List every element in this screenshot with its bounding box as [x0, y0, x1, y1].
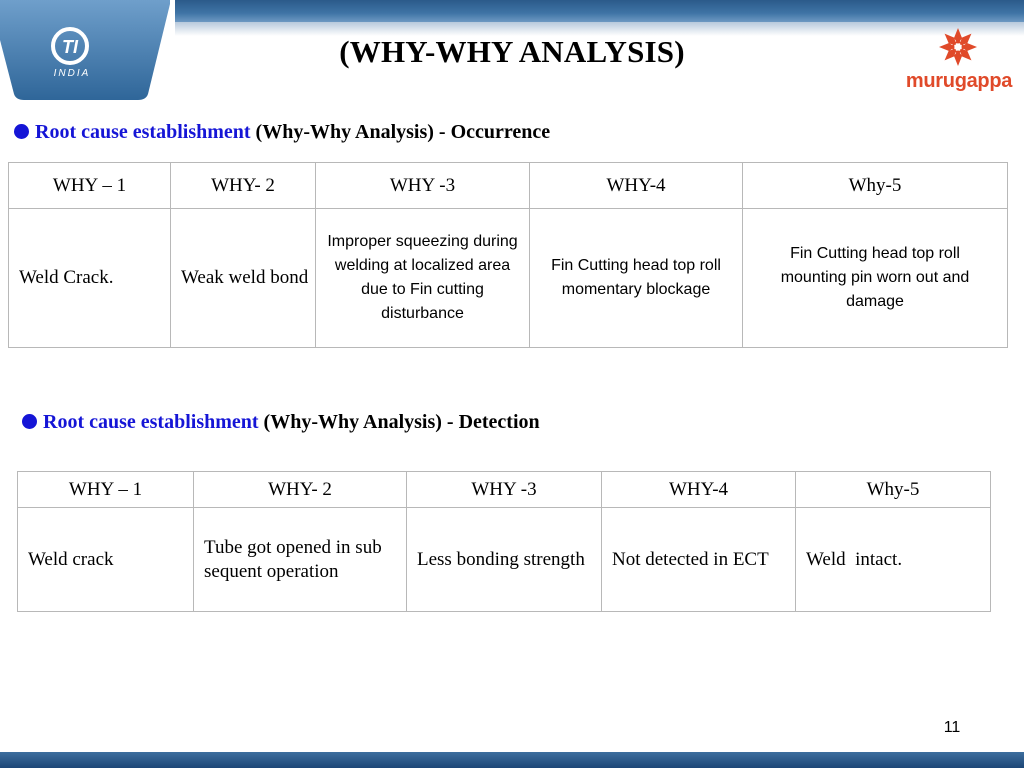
table-cell: Weld crack: [18, 508, 194, 612]
bottom-band: [0, 752, 1024, 768]
occurrence-table: [8, 162, 1008, 348]
table-cell: Weld intact.: [796, 508, 991, 612]
brand-wordmark: murugappa: [905, 70, 1013, 92]
svg-text:INDIA: INDIA: [53, 68, 91, 79]
table-cell: Fin Cutting head top roll momentary blockage: [530, 209, 743, 348]
occurrence-heading: Root cause establishment (Why-Why Analysis) - Occurrence: [14, 121, 550, 144]
table-cell: Weak weld bond: [171, 209, 316, 348]
column-header: WHY – 1: [9, 163, 171, 209]
table-cell: Tube got opened in sub sequent operation: [194, 508, 407, 612]
column-header: Why-5: [796, 472, 991, 508]
table-cell: Weld Crack.: [9, 209, 171, 348]
detection-heading: Root cause establishment (Why-Why Analysis) - Detection: [22, 411, 540, 434]
table-cell: Not detected in ECT: [602, 508, 796, 612]
table-row: [18, 508, 991, 612]
top-band: [175, 0, 1024, 22]
page-number: 11: [943, 719, 961, 736]
svg-text:TI: TI: [62, 37, 78, 57]
table-cell: Less bonding strength: [407, 508, 602, 612]
column-header: WHY-4: [602, 472, 796, 508]
column-header: WHY-4: [530, 163, 743, 209]
page-title: (WHY-WHY ANALYSIS): [339, 34, 685, 69]
bullet-icon: [22, 414, 37, 429]
table-cell: Improper squeezing during welding at localized area due to Fin cutting disturbance: [316, 209, 530, 348]
column-header: WHY -3: [407, 472, 602, 508]
table-header-row: [9, 163, 1008, 209]
column-header: WHY -3: [316, 163, 530, 209]
column-header: WHY- 2: [171, 163, 316, 209]
table-cell: Fin Cutting head top roll mounting pin worn out and damage: [743, 209, 1008, 348]
detection-table: [17, 471, 991, 612]
column-header: WHY – 1: [18, 472, 194, 508]
column-header: Why-5: [743, 163, 1008, 209]
bullet-icon: [14, 124, 29, 139]
table-row: [9, 209, 1008, 348]
table-header-row: [18, 472, 991, 508]
column-header: WHY- 2: [194, 472, 407, 508]
